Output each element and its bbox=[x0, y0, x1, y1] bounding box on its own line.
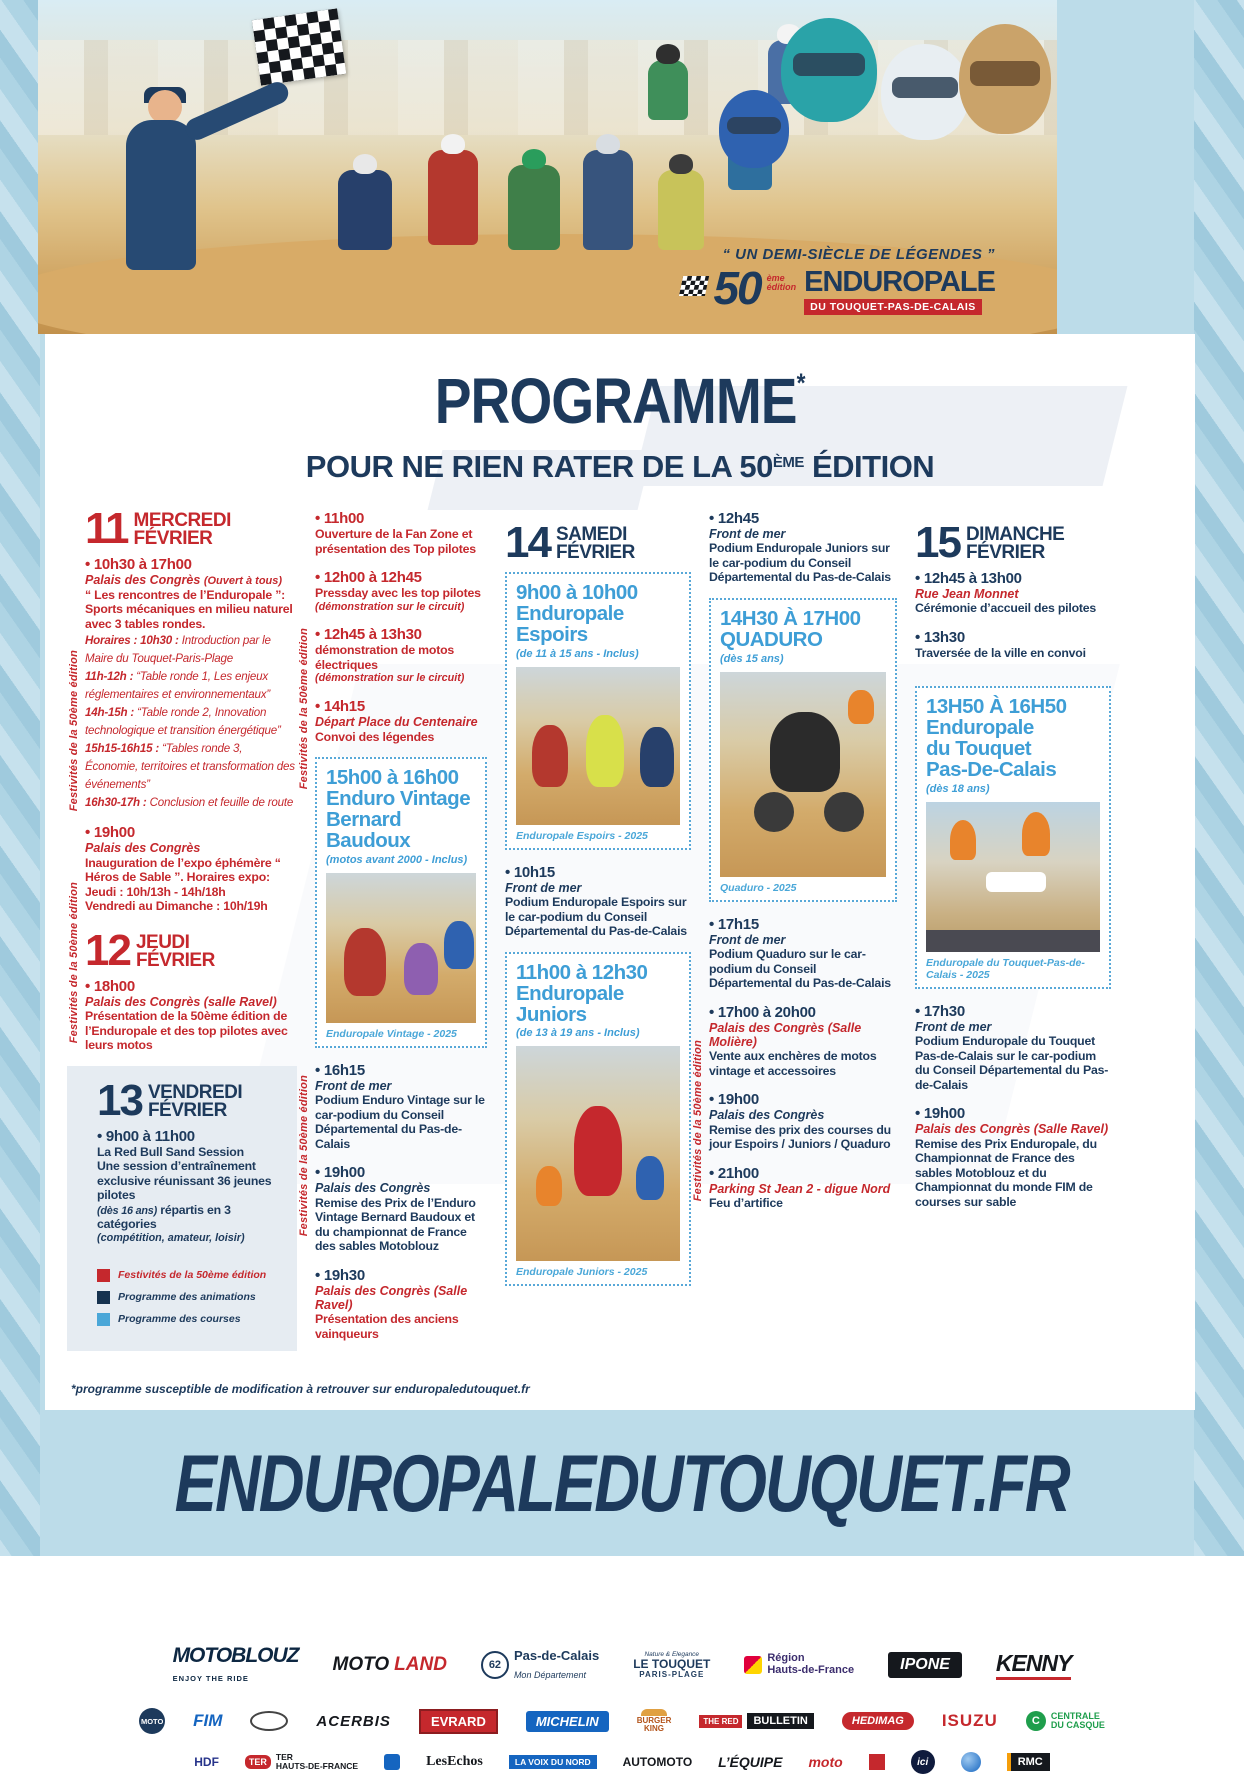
race-marshal-art bbox=[96, 60, 216, 280]
rider-portrait-art bbox=[881, 44, 969, 140]
bk-word: KING bbox=[644, 1724, 665, 1733]
schedule-entry bbox=[915, 629, 1111, 661]
hedimag-logo bbox=[842, 1712, 914, 1730]
sponsor-row-1 bbox=[0, 1644, 1244, 1686]
entry-venue: Palais des Congrès (Ouvert à tous) bbox=[85, 573, 283, 588]
cdc-word: DU CASQUE bbox=[1050, 1720, 1105, 1730]
checkered-flag-icon bbox=[252, 8, 346, 85]
schedule-entry bbox=[85, 978, 297, 1053]
race-age-note: (dès 18 ans) bbox=[926, 783, 990, 796]
entry-time: • 17h00 à 20h00 bbox=[709, 1004, 897, 1021]
voix-du-nord-logo bbox=[509, 1755, 597, 1770]
logo-checkered-flag-icon bbox=[679, 276, 709, 296]
michelin-text: MICHELIN bbox=[526, 1711, 609, 1732]
entry-text: Vente aux enchères de motos vintage et accessoires bbox=[709, 1049, 877, 1078]
day-number: 12 bbox=[85, 925, 130, 975]
race-photo bbox=[516, 1046, 680, 1261]
region-word: Région bbox=[767, 1652, 805, 1665]
hero-tagline: “ UN DEMI-SIÈCLE DE LÉGENDES ” bbox=[722, 246, 995, 263]
acerbis-logo bbox=[316, 1713, 391, 1730]
ipone-logo bbox=[888, 1652, 962, 1678]
entry-time: • 19h00 bbox=[915, 1105, 1111, 1122]
sponsors-section bbox=[0, 1556, 1244, 1780]
entry-note: (démonstration sur le circuit) bbox=[315, 600, 465, 613]
rider-art bbox=[658, 170, 704, 250]
rmc-text: RMC bbox=[1007, 1753, 1050, 1771]
legend-item bbox=[97, 1291, 285, 1304]
roundtable-line: Horaires : 10h30 : Introduction par le Maire du Touquet-Paris-Plage bbox=[85, 634, 271, 666]
entry-detail: (dès 16 ans) répartis en 3 catégories bbox=[97, 1202, 231, 1232]
day-11-header bbox=[85, 504, 297, 553]
bun-icon bbox=[641, 1709, 667, 1716]
entry-label: La Red Bull Sand Session bbox=[97, 1144, 244, 1159]
roundtable-line: 11h-12h : “Table ronde 1, Les enjeux réglementaires et environnementaux” bbox=[85, 670, 271, 702]
roundtable-line: 16h30-17h : Conclusion et feuille de route bbox=[85, 796, 294, 810]
entry-time: • 17h30 bbox=[915, 1003, 1111, 1020]
rider-portrait-art bbox=[719, 90, 789, 168]
vertical-festivites-label: Festivités de la 50ème édition bbox=[298, 1075, 310, 1237]
day-month: FÉVRIER bbox=[965, 542, 1045, 564]
motoblouz-text: MOTOBLOUZ bbox=[172, 1644, 299, 1667]
day-13-header bbox=[97, 1075, 285, 1125]
day-month: FÉVRIER bbox=[147, 1099, 227, 1121]
race-name: QUADURO bbox=[720, 627, 823, 651]
race-name: Enduropale Juniors bbox=[516, 981, 624, 1026]
entry-text: Une session d’entraînement exclusive réunissant 36 jeunes pilotes bbox=[97, 1159, 272, 1203]
les-echos-logo bbox=[426, 1754, 483, 1770]
motoland-logo bbox=[333, 1654, 447, 1676]
rider-art bbox=[338, 170, 392, 250]
legend-label: Programme des animations bbox=[118, 1291, 256, 1304]
marshal-body bbox=[126, 120, 196, 270]
schedule-entry bbox=[315, 510, 487, 556]
day-month: FÉVRIER bbox=[555, 542, 635, 564]
race-box-enduropale bbox=[915, 686, 1111, 989]
race-age-note: (dès 15 ans) bbox=[720, 652, 784, 665]
entry-venue: Rue Jean Monnet bbox=[915, 587, 1019, 602]
rider-art bbox=[508, 165, 560, 250]
rider-art bbox=[428, 150, 478, 245]
expo-hours: Jeudi : 10h/13h - 14h/18h bbox=[85, 884, 226, 899]
entry-text: Inauguration de l’expo éphémère “ Héros de Sable ”. Horaires expo: bbox=[85, 855, 281, 885]
race-age-note: (de 13 à 19 ans - Inclus) bbox=[516, 1027, 640, 1040]
day-14-header bbox=[505, 518, 691, 567]
cdc-mark: C bbox=[1026, 1711, 1046, 1731]
motoblouz-logo bbox=[173, 1644, 299, 1686]
touquet-sub: PARIS-PLAGE bbox=[639, 1670, 705, 1679]
evrard-text: EVRARD bbox=[419, 1709, 498, 1734]
day-number: 13 bbox=[97, 1075, 142, 1125]
day-name: DIMANCHE bbox=[965, 524, 1065, 545]
edition-word: édition bbox=[766, 282, 797, 292]
schedule-grid bbox=[68, 504, 1165, 1354]
marshal-head bbox=[148, 90, 182, 124]
evrard-logo bbox=[419, 1709, 498, 1734]
day-number: 15 bbox=[915, 518, 960, 567]
column-friday-program bbox=[298, 510, 487, 1354]
isuzu-text: ISUZU bbox=[941, 1711, 998, 1730]
moto-verte-logo bbox=[808, 1754, 842, 1770]
column-sunday bbox=[915, 510, 1111, 1354]
entry-text: Présentation des anciens vainqueurs bbox=[315, 1312, 459, 1341]
legend-swatch-blue bbox=[97, 1313, 110, 1326]
les-echos-text: LesEchos bbox=[426, 1754, 483, 1769]
entry-time: • 10h15 bbox=[505, 864, 691, 881]
entry-time: • 19h00 bbox=[315, 1164, 487, 1181]
region-hauts-de-france-logo bbox=[744, 1653, 854, 1676]
entry-text: Podium Enduro Vintage sur le car-podium du Conseil Départemental du Pas-de-Calais bbox=[315, 1093, 485, 1151]
schedule-entry bbox=[97, 1128, 285, 1245]
motoblouz-tagline: ENJOY THE RIDE bbox=[172, 1674, 249, 1683]
schedule-entry bbox=[709, 1091, 897, 1151]
program-panel bbox=[45, 334, 1195, 1410]
day-name: JEUDI bbox=[135, 931, 190, 953]
footnote: *programme susceptible de modification à retrouver sur enduropaledutouquet.fr bbox=[71, 1382, 530, 1396]
photo-caption: Quaduro - 2025 bbox=[720, 881, 797, 894]
entry-text: Feu d’artifice bbox=[709, 1196, 783, 1211]
entry-text: Remise des Prix Enduropale, du Championnat de France des sables Motoblouz et du Championnat du monde FIM de courses sur sable bbox=[915, 1136, 1097, 1209]
legend-swatch-navy bbox=[97, 1291, 110, 1304]
touquet-tagline: Nature & Elegance bbox=[644, 1651, 700, 1658]
hdf-logo bbox=[194, 1755, 219, 1769]
race-name: Pas-De-Calais bbox=[926, 758, 1057, 782]
schedule-entry bbox=[505, 864, 691, 939]
race-photo bbox=[926, 802, 1100, 952]
moto-magazine-logo bbox=[139, 1708, 165, 1734]
day-name: VENDREDI bbox=[147, 1081, 243, 1103]
sponsor-row-3 bbox=[0, 1750, 1244, 1774]
day-month: FÉVRIER bbox=[133, 528, 213, 550]
column-saturday-afternoon bbox=[692, 510, 897, 1354]
day-number: 14 bbox=[505, 518, 550, 567]
entry-text: démonstration de motos électriques bbox=[315, 643, 455, 672]
entry-time: • 12h45 bbox=[709, 510, 897, 527]
entry-time: • 17h15 bbox=[709, 916, 897, 933]
burger-king-logo bbox=[637, 1709, 672, 1733]
schedule-entry bbox=[915, 570, 1111, 616]
blue-square-mark bbox=[384, 1754, 400, 1770]
venue-note: (Ouvert à tous) bbox=[203, 575, 283, 588]
red-bulletin-logo bbox=[699, 1713, 814, 1729]
schedule-entry bbox=[709, 510, 897, 585]
hero-illustration bbox=[38, 0, 1057, 334]
entry-text: Traversée de la ville en convoi bbox=[915, 645, 1086, 660]
oval-logo bbox=[250, 1711, 288, 1731]
entry-venue: Front de mer bbox=[505, 880, 582, 895]
schedule-entry bbox=[315, 569, 487, 613]
color-legend bbox=[97, 1269, 285, 1326]
fim-logo bbox=[193, 1711, 222, 1731]
entry-time: • 18h00 bbox=[85, 978, 297, 995]
race-time: 11h00 à 12h30 bbox=[516, 960, 648, 984]
globe-logo bbox=[961, 1752, 981, 1772]
entry-time: • 14h15 bbox=[315, 698, 487, 715]
moto-verte-text: moto bbox=[808, 1754, 843, 1770]
moto-badge: MOTO bbox=[139, 1708, 165, 1734]
le-touquet-logo bbox=[633, 1651, 710, 1679]
entry-venue: Front de mer bbox=[709, 932, 786, 947]
day-12-header bbox=[85, 925, 297, 975]
oval-mark bbox=[250, 1711, 288, 1731]
rmc-logo bbox=[1007, 1753, 1050, 1771]
entry-venue: Front de mer bbox=[709, 527, 786, 541]
legend-item bbox=[97, 1313, 285, 1326]
schedule-entry bbox=[85, 824, 297, 913]
entry-note: (compétition, amateur, loisir) bbox=[97, 1231, 245, 1244]
vertical-festivites-label: Festivités de la 50ème édition bbox=[68, 650, 80, 812]
entry-time: • 19h00 bbox=[709, 1091, 897, 1108]
race-age-note: (motos avant 2000 - Inclus) bbox=[326, 853, 468, 866]
column-wednesday bbox=[68, 504, 297, 1354]
automoto-text: AUTOMOTO bbox=[622, 1755, 693, 1769]
entry-text: Convoi des légendes bbox=[315, 729, 435, 744]
kenny-text: KENNY bbox=[996, 1650, 1072, 1680]
brand-name: ENDUROPALE bbox=[804, 266, 995, 298]
schedule-entry bbox=[709, 916, 897, 991]
photo-caption: Enduropale Vintage - 2025 bbox=[326, 1027, 457, 1040]
entry-time: • 11h00 bbox=[315, 510, 487, 527]
cdc-word: CENTRALE bbox=[1050, 1710, 1100, 1721]
entry-time: • 16h15 bbox=[315, 1062, 487, 1079]
entry-text: Ouverture de la Fan Zone et présentation des Top pilotes bbox=[315, 527, 476, 556]
sponsor-row-2 bbox=[0, 1708, 1244, 1734]
schedule-entry bbox=[915, 1003, 1111, 1092]
vertical-festivites-label: Festivités de la 50ème édition bbox=[692, 1040, 704, 1202]
square-logo bbox=[384, 1754, 400, 1770]
kenny-logo bbox=[996, 1650, 1072, 1680]
legend-item bbox=[97, 1269, 285, 1282]
race-time: 15h00 à 16h00 bbox=[326, 766, 459, 790]
entry-time: • 9h00 à 11h00 bbox=[97, 1128, 285, 1145]
entry-venue: Palais des Congrès bbox=[85, 841, 201, 856]
region-mark-icon bbox=[744, 1656, 762, 1674]
entry-text: “ Les rencontres de l’Enduropale ”: Sports mécaniques en milieu naturel avec 3 tables rondes. bbox=[85, 587, 293, 631]
race-photo bbox=[326, 873, 476, 1023]
hedimag-text: HEDIMAG bbox=[842, 1712, 914, 1730]
edition-number: 50 bbox=[713, 262, 761, 314]
roundtable-line: 14h-15h : “Table ronde 2, Innovation technologique et transition énergétique” bbox=[85, 706, 281, 738]
photo-caption: Enduropale du Touquet-Pas-de-Calais - 2025 bbox=[926, 957, 1085, 982]
red-square-logo bbox=[869, 1754, 885, 1770]
entry-text: Podium Enduropale Juniors sur le car-podium du Conseil Départemental du Pas-de-Calais bbox=[709, 541, 891, 585]
red-square-mark bbox=[869, 1754, 885, 1770]
touquet-name: LE TOUQUET bbox=[633, 1657, 711, 1671]
race-photo bbox=[516, 667, 680, 825]
race-box-quaduro bbox=[709, 598, 897, 902]
automoto-logo bbox=[623, 1755, 693, 1769]
motoland-text: MOTO bbox=[332, 1654, 390, 1675]
bk-word: BURGER bbox=[636, 1716, 672, 1725]
entry-text: Podium Enduropale du Touquet Pas-de-Calais sur le car-podium du Conseil Départemental du Pas-de-Calais bbox=[915, 1034, 1109, 1092]
vertical-festivites-label: Festivités de la 50ème édition bbox=[298, 628, 310, 790]
entry-text: Remise des prix des courses du jour Espoirs / Juniors / Quaduro bbox=[709, 1122, 891, 1152]
entry-time: • 19h00 bbox=[85, 824, 297, 841]
race-box-espoirs bbox=[505, 572, 691, 850]
day-month: FÉVRIER bbox=[135, 949, 215, 971]
entry-venue: Parking St Jean 2 - digue Nord bbox=[709, 1181, 891, 1196]
centrale-du-casque-logo bbox=[1026, 1711, 1105, 1731]
lequipe-text: L’ÉQUIPE bbox=[718, 1754, 783, 1770]
ter-badge: TER bbox=[245, 1755, 271, 1769]
motoland-text: LAND bbox=[394, 1654, 447, 1675]
schedule-entry bbox=[315, 626, 487, 685]
race-age-note: (de 11 à 15 ans - Inclus) bbox=[516, 647, 639, 660]
ter-sncf-logo bbox=[245, 1753, 358, 1771]
entry-time: • 12h00 à 12h45 bbox=[315, 569, 487, 586]
entry-time: • 13h30 bbox=[915, 629, 1111, 646]
ici-badge: ici bbox=[911, 1750, 935, 1774]
legend-label: Programme des courses bbox=[118, 1313, 241, 1326]
day-13-panel bbox=[67, 1066, 297, 1351]
edition-sup: ème bbox=[766, 273, 785, 283]
entry-venue: Palais des Congrès (salle Ravel) bbox=[85, 994, 277, 1009]
entry-venue: Départ Place du Centenaire bbox=[315, 715, 478, 730]
entry-time: • 10h30 à 17h00 bbox=[85, 556, 297, 573]
entry-time: • 19h30 bbox=[315, 1267, 487, 1284]
legend-label: Festivités de la 50ème édition bbox=[118, 1269, 267, 1282]
entry-venue: Palais des Congrès (Salle Molière) bbox=[709, 1020, 862, 1049]
entry-time: • 21h00 bbox=[709, 1165, 897, 1182]
race-time: 9h00 à 10h00 bbox=[516, 581, 638, 605]
globe-mark bbox=[961, 1752, 981, 1772]
schedule-entry bbox=[315, 1062, 487, 1151]
dept-name: Pas-de-Calais bbox=[513, 1648, 600, 1663]
entry-text: Podium Quaduro sur le car-podium du Conseil Départemental du Pas-de-Calais bbox=[709, 947, 891, 991]
website-band bbox=[0, 1410, 1244, 1556]
acerbis-text: ACERBIS bbox=[316, 1712, 391, 1730]
michelin-logo bbox=[526, 1711, 609, 1732]
page-subtitle: POUR NE RIEN RATER DE LA 50ÈME ÉDITION bbox=[305, 449, 935, 484]
hdf-text: HDF bbox=[194, 1755, 219, 1769]
rider-portrait-art bbox=[959, 24, 1051, 134]
race-name: Bernard Baudoux bbox=[326, 808, 411, 852]
ter-region: HAUTS-DE-FRANCE bbox=[275, 1761, 359, 1771]
legend-swatch-red bbox=[97, 1269, 110, 1282]
expo-hours: Vendredi au Dimanche : 10h/19h bbox=[85, 899, 268, 914]
dept-62-badge: 62 bbox=[481, 1651, 509, 1679]
day-number: 11 bbox=[85, 504, 128, 553]
race-name: Enduropale Espoirs bbox=[516, 602, 624, 646]
race-photo bbox=[720, 672, 886, 877]
entry-note: (démonstration sur le circuit) bbox=[315, 672, 465, 685]
ici-radio-logo bbox=[911, 1750, 935, 1774]
entry-text: Pressday avec les top pilotes bbox=[315, 586, 481, 600]
website-url: ENDUROPALEDUTOUQUET.FR bbox=[174, 1437, 1070, 1529]
rider-art bbox=[583, 150, 633, 250]
dept-sub: Mon Département bbox=[513, 1670, 586, 1680]
photo-caption: Enduropale Juniors - 2025 bbox=[516, 1266, 648, 1279]
edition-label bbox=[767, 274, 797, 292]
rider-art bbox=[648, 60, 688, 120]
race-time: 13H50 À 16H50 bbox=[926, 695, 1067, 719]
entry-time: • 12h45 à 13h00 bbox=[915, 570, 1111, 587]
day-name: MERCREDI bbox=[133, 510, 231, 531]
entry-text: Cérémonie d’accueil des pilotes bbox=[915, 601, 1097, 616]
schedule-entry bbox=[709, 1004, 897, 1079]
race-name: Enduropale bbox=[926, 716, 1034, 740]
entry-text: Podium Enduropale Espoirs sur le car-podium du Conseil Départemental du Pas-de-Calais bbox=[505, 895, 687, 939]
region-name: Hauts-de-France bbox=[767, 1664, 855, 1676]
entry-venue: Palais des Congrès bbox=[709, 1108, 825, 1123]
schedule-entry bbox=[709, 1165, 897, 1211]
red-bulletin-text: BULLETIN bbox=[747, 1713, 813, 1729]
race-name: Enduro Vintage bbox=[326, 787, 471, 811]
rider-portrait-art bbox=[781, 18, 877, 122]
day-name: SAMEDI bbox=[555, 524, 627, 545]
pas-de-calais-logo bbox=[481, 1647, 599, 1683]
fim-text: FIM bbox=[193, 1711, 223, 1730]
entry-venue: Front de mer bbox=[315, 1078, 392, 1093]
entry-venue: Palais des Congrès bbox=[315, 1181, 431, 1196]
vertical-festivites-label: Festivités de la 50ème édition bbox=[68, 882, 80, 1044]
brand-subtitle: DU TOUQUET-PAS-DE-CALAIS bbox=[804, 299, 982, 315]
entry-venue: Front de mer bbox=[915, 1020, 992, 1035]
race-box-juniors bbox=[505, 952, 691, 1287]
entry-venue: Palais des Congrès (Salle Ravel) bbox=[915, 1122, 1109, 1137]
race-name: du Touquet bbox=[926, 737, 1032, 761]
race-time: 14H30 À 17H00 bbox=[720, 606, 861, 630]
schedule-entry bbox=[915, 1105, 1111, 1209]
voix-du-nord-text: LA VOIX DU NORD bbox=[509, 1755, 597, 1770]
entry-text: Remise des Prix de l’Enduro Vintage Bernard Baudoux et du championnat de France des sables Motoblouz bbox=[315, 1195, 476, 1254]
page-title: PROGRAMME* bbox=[435, 365, 805, 438]
ipone-text: IPONE bbox=[888, 1652, 962, 1678]
roundtable-line: 15h15-16h15 : “Tables ronde 3, Économie, territoires et transformation des événements” bbox=[85, 742, 295, 792]
entry-text: Présentation de la 50ème édition de l’Enduropale et des top pilotes avec leurs motos bbox=[85, 1009, 288, 1053]
red-bulletin-tab: THE RED bbox=[699, 1715, 742, 1728]
title-asterisk: * bbox=[796, 369, 805, 399]
enduropale-50-logo bbox=[681, 262, 995, 315]
schedule-entry bbox=[85, 556, 297, 811]
photo-caption: Enduropale Espoirs - 2025 bbox=[516, 829, 648, 842]
schedule-entry bbox=[315, 1164, 487, 1253]
isuzu-logo bbox=[942, 1711, 998, 1731]
entry-time: • 12h45 à 13h30 bbox=[315, 626, 487, 643]
entry-venue: Palais des Congrès (Salle Ravel) bbox=[315, 1283, 468, 1313]
schedule-entry bbox=[315, 698, 487, 744]
column-saturday bbox=[505, 510, 691, 1354]
schedule-entry bbox=[315, 1267, 487, 1342]
day-15-header bbox=[915, 518, 1111, 567]
lequipe-logo bbox=[718, 1754, 782, 1770]
race-box-enduro-vintage bbox=[315, 757, 487, 1048]
ter-word: TER bbox=[275, 1752, 293, 1763]
